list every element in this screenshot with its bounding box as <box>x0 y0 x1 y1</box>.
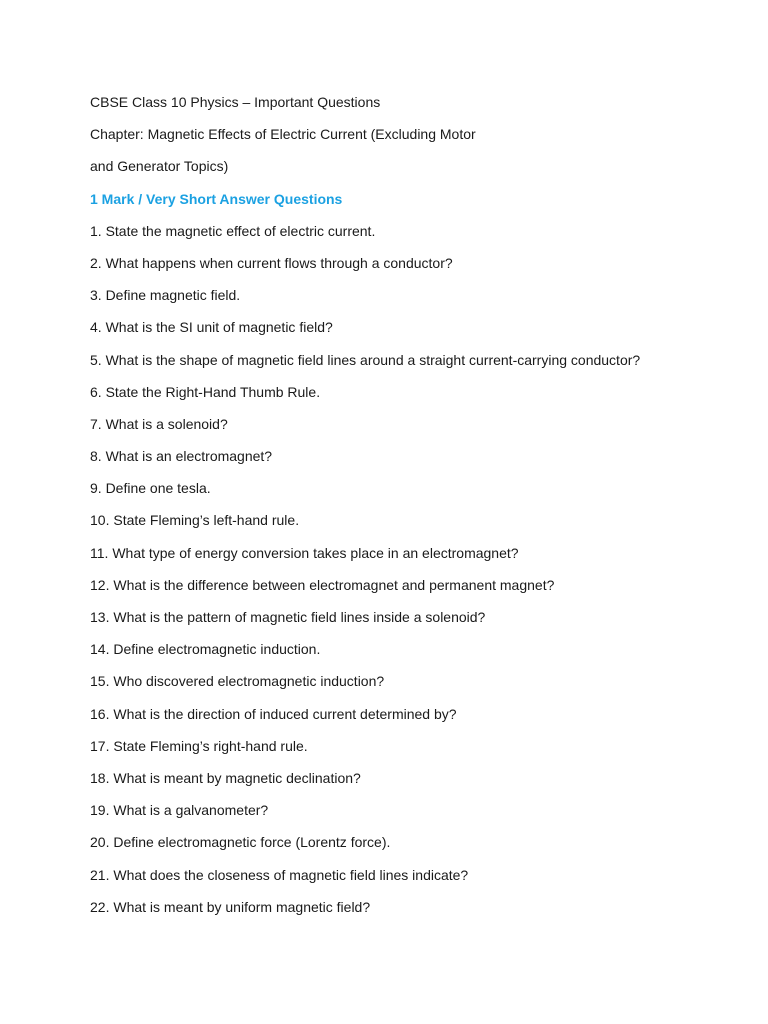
question-item: 2. What happens when current flows through a conductor? <box>90 254 453 271</box>
question-item: 1. State the magnetic effect of electric current. <box>90 222 376 239</box>
question-item: 4. What is the SI unit of magnetic field? <box>90 319 333 336</box>
question-item: 14. Define electromagnetic induction. <box>90 641 321 658</box>
question-item: 9. Define one tesla. <box>90 480 211 497</box>
question-item: 18. What is meant by magnetic declination? <box>90 769 361 786</box>
question-item: 16. What is the direction of induced current determined by? <box>90 705 457 722</box>
question-item: 22. What is meant by uniform magnetic field? <box>90 898 371 915</box>
question-item: 20. Define electromagnetic force (Lorentz force). <box>90 834 391 851</box>
section-heading: 1 Mark / Very Short Answer Questions <box>90 190 343 207</box>
chapter-line-1: Chapter: Magnetic Effects of Electric Current (Excluding Motor <box>90 126 476 143</box>
question-item: 11. What type of energy conversion takes place in an electromagnet? <box>90 544 519 561</box>
question-item: 13. What is the pattern of magnetic field lines inside a solenoid? <box>90 609 486 625</box>
question-item: 3. Define magnetic field. <box>90 287 241 304</box>
question-item: 17. State Fleming’s right-hand rule. <box>90 737 308 754</box>
question-item: 12. What is the difference between electromagnet and permanent magnet? <box>90 576 555 593</box>
question-item: 6. State the Right-Hand Thumb Rule. <box>90 383 321 400</box>
document-title: CBSE Class 10 Physics – Important Questions <box>90 94 381 110</box>
question-list <box>90 221 708 917</box>
question-item: 15. Who discovered electromagnetic induction? <box>90 673 385 690</box>
question-item: 7. What is a solenoid? <box>90 415 228 432</box>
question-item: 5. What is the shape of magnetic field lines around a straight current-carrying conductor? <box>90 351 641 368</box>
chapter-line-2: and Generator Topics) <box>90 158 229 175</box>
question-item: 21. What does the closeness of magnetic field lines indicate? <box>90 866 469 883</box>
question-item: 8. What is an electromagnet? <box>90 448 273 465</box>
question-item: 10. State Fleming’s left-hand rule. <box>90 512 300 529</box>
question-item: 19. What is a galvanometer? <box>90 802 269 819</box>
